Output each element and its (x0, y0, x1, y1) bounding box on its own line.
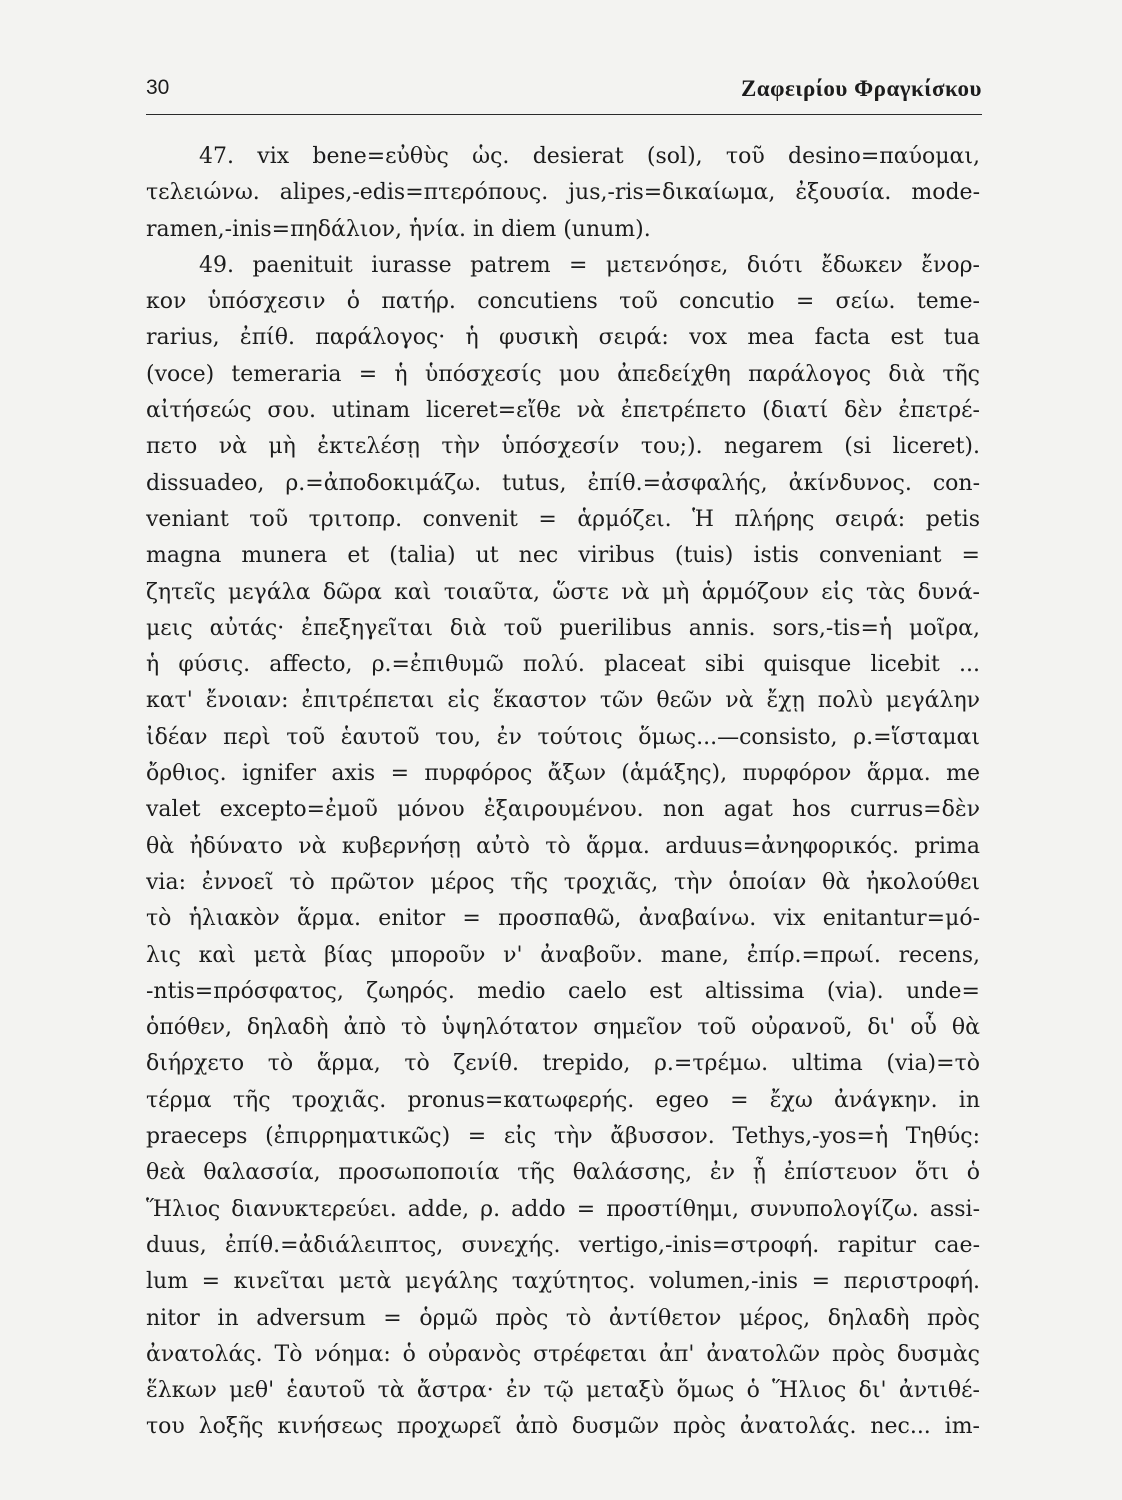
text-line: nitor in adversum = ὁρμῶ πρὸς τὸ ἀντίθετον μέρος, δηλαδὴ πρὸς (146, 1305, 980, 1331)
text-line: ὄρθιος. ignifer axis = πυρφόρος ἄξων (ἁμάξης), πυρφόρον ἅρμα. me (146, 761, 980, 787)
text-line: dissuadeo, ρ.=ἀποδοκιμάζω. tutus, ἐπίθ.=ἀσφαλής, ἀκίνδυνος. con- (146, 470, 980, 496)
text-line: rarius, ἐπίθ. παράλογος· ἡ φυσικὴ σειρά: vox mea facta est tua (146, 325, 980, 351)
text-line: λις καὶ μετὰ βίας μποροῦν ν' ἀναβοῦν. mane, ἐπίρ.=πρωί. recens, (146, 942, 980, 968)
text-line: μεις αὐτάς· ἐπεξηγεῖται διὰ τοῦ puerilibus annis. sors,-tis=ἡ μοῖρα, (146, 615, 980, 641)
text-line: praeceps (ἐπιρρηματικῶς) = εἰς τὴν ἄβυσσον. Tethys,-yos=ἡ Τηθύς: (146, 1124, 980, 1150)
text-line: duus, ἐπίθ.=ἀδιάλειπτος, συνεχής. vertigo,-inis=στροφή. rapitur cae- (146, 1232, 980, 1258)
page-header (146, 76, 982, 110)
text-line: πετο νὰ μὴ ἐκτελέσῃ τὴν ὑπόσχεσίν του;). negarem (si liceret). (146, 434, 980, 460)
text-line: magna munera et (talia) ut nec viribus (tuis) istis conveniant = (146, 543, 980, 569)
text-line: ἰδέαν περὶ τοῦ ἑαυτοῦ του, ἐν τούτοις ὅμως...—consisto, ρ.=ἵσταμαι (146, 724, 980, 750)
text-line: veniant τοῦ τριτοπρ. convenit = ἁρμόζει. Ἡ πλήρης σειρά: petis (146, 506, 980, 532)
text-line: lum = κινεῖται μετὰ μεγάλης ταχύτητος. volumen,-inis = περιστροφή. (146, 1269, 980, 1295)
text-line: (voce) temeraria = ἡ ὑπόσχεσίς μου ἀπεδείχθη παράλογος διὰ τῆς (146, 361, 980, 387)
text-line: τὸ ἡλιακὸν ἅρμα. enitor = προσπαθῶ, ἀναβαίνω. vix enitantur=μό- (146, 906, 980, 932)
text-line: -ntis=πρόσφατος, ζωηρός. medio caelo est altissima (via). unde= (146, 978, 980, 1004)
text-line: via: ἐννοεῖ τὸ πρῶτον μέρος τῆς τροχιᾶς, τὴν ὁποίαν θὰ ἠκολούθει (146, 869, 980, 895)
text-line: θεὰ θαλασσία, προσωποποιία τῆς θαλάσσης, ἐν ᾗ ἐπίστευον ὅτι ὁ (146, 1160, 980, 1186)
text-line: ramen,-inis=πηδάλιον, ἡνία. in diem (unum). (146, 216, 651, 242)
text-line: αἰτήσεώς σου. utinam liceret=εἴθε νὰ ἐπετρέπετο (διατί δὲν ἐπετρέ- (146, 398, 980, 424)
text-line: ὁπόθεν, δηλαδὴ ἀπὸ τὸ ὑψηλότατον σημεῖον τοῦ οὐρανοῦ, δι' οὗ θὰ (146, 1015, 980, 1041)
header-rule (146, 114, 982, 115)
text-line: ἕλκων μεθ' ἑαυτοῦ τὰ ἄστρα· ἐν τῷ μεταξὺ ὅμως ὁ Ἥλιος δι' ἀντιθέ- (146, 1378, 980, 1404)
text-line: τελειώνω. alipes,-edis=πτερόπους. jus,-ris=δικαίωμα, ἐξουσία. mode- (146, 180, 980, 206)
text-line: ἡ φύσις. affecto, ρ.=ἐπιθυμῶ πολύ. placeat sibi quisque licebit ... (146, 652, 980, 678)
text-line: τέρμα τῆς τροχιᾶς. pronus=κατωφερής. egeo = ἔχω ἀνάγκην. in (146, 1087, 980, 1113)
text-line: θὰ ἠδύνατο νὰ κυβερνήσῃ αὐτὸ τὸ ἅρμα. arduus=ἀνηφορικός. prima (146, 833, 980, 859)
text-line: ἀνατολάς. Τὸ νόημα: ὁ οὐρανὸς στρέφεται ἀπ' ἀνατολῶν πρὸς δυσμὰς (146, 1341, 980, 1367)
running-head: Ζαφειρίου Φραγκίσκου (740, 76, 982, 101)
text-line: Ἥλιος διανυκτερεύει. adde, ρ. addo = προστίθημι, συνυπολογίζω. assi- (146, 1196, 980, 1222)
page-number: 30 (146, 76, 170, 99)
text-line: valet excepto=ἐμοῦ μόνου ἐξαιρουμένου. non agat hos currus=δὲν (146, 797, 980, 823)
text-line: του λοξῆς κινήσεως προχωρεῖ ἀπὸ δυσμῶν πρὸς ἀνατολάς. nec... im- (146, 1414, 980, 1440)
text-line: κατ' ἔνοιαν: ἐπιτρέπεται εἰς ἕκαστον τῶν θεῶν νὰ ἔχῃ πολὺ μεγάλην (146, 688, 980, 714)
text-line: ζητεῖς μεγάλα δῶρα καὶ τοιαῦτα, ὥστε νὰ μὴ ἁρμόζουν εἰς τὰς δυνά- (146, 579, 980, 605)
text-line: 49. paenituit iurasse patrem = μετενόησε, διότι ἔδωκεν ἔνορ- (199, 252, 980, 278)
text-line: διήρχετο τὸ ἅρμα, τὸ ζενίθ. trepido, ρ.=τρέμω. ultima (via)=τὸ (146, 1051, 980, 1077)
text-line: 47. vix bene=εὐθὺς ὡς. desierat (sol), τοῦ desino=παύομαι, (199, 144, 980, 169)
text-line: κον ὑπόσχεσιν ὁ πατήρ. concutiens τοῦ concutio = σείω. teme- (146, 289, 980, 315)
commentary-text (146, 139, 980, 1446)
